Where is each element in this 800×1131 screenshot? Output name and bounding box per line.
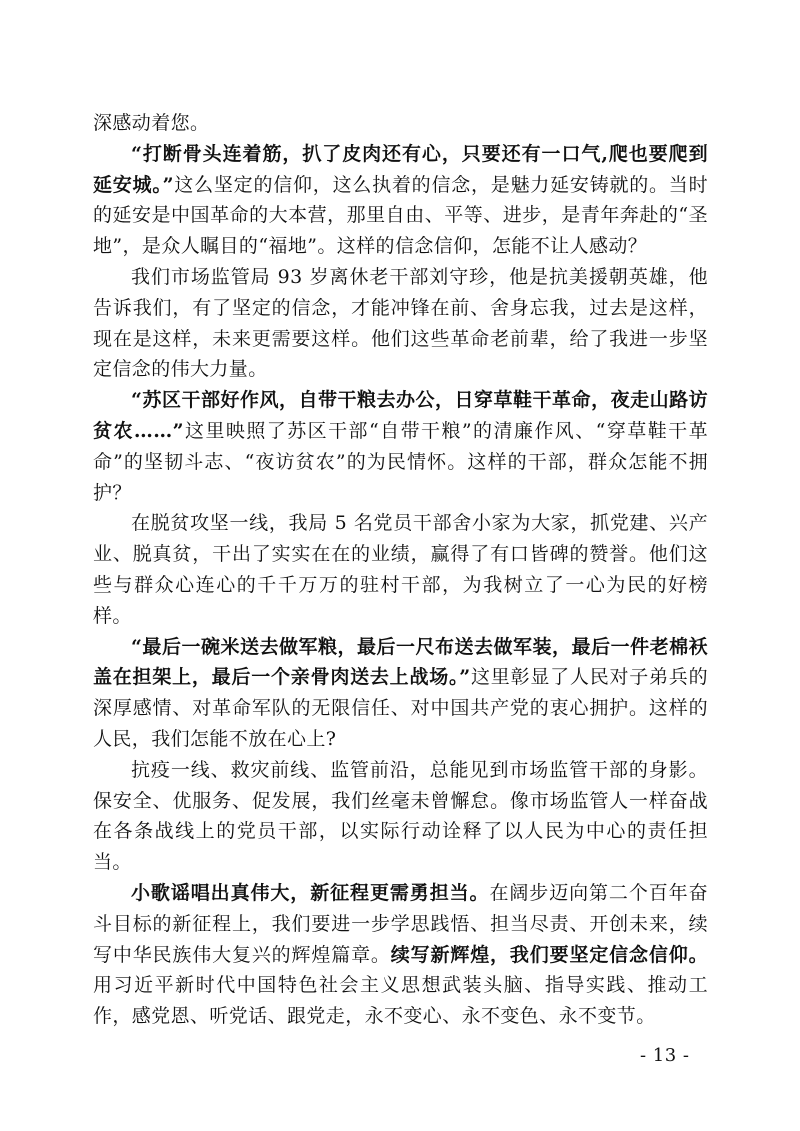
document-page [93, 108, 708, 1032]
paragraph-7 [93, 755, 708, 878]
paragraph-2 [93, 139, 708, 262]
text-run: 这里映照了苏区干部“自带干粮”的清廉作风、“穿草鞋干革命”的坚韧斗志、“夜访贫农”的为民情怀。这样的干部，群众怎能不拥护？ [93, 419, 708, 504]
text-run: 这里彰显了人民对子弟兵的深厚感情、对革命军队的无限信任、对中国共产党的衷心拥护。这样的人民，我们怎能不放在心上? [93, 666, 708, 750]
text-run: 在阔步迈向第二个百年奋斗目标的新征程上，我们要进一步学思践悟、担当尽责、开创未来，续写中华民族伟大复兴的辉煌篇章。 [93, 881, 708, 966]
text-run: 我们市场监管局 93 岁离休老干部刘守珍，他是抗美援朝英雄，他告诉我们，有了坚定的信念，才能冲锋在前、舍身忘我，过去是这样，现在是这样，未来更需要这样。他们这些革命老前辈，给了我进一步坚定信念的伟大力量。 [93, 265, 708, 381]
paragraph-5 [93, 508, 708, 631]
bold-quote: “打断骨头连着筋，扒了皮肉还有心，只要还有一口气,爬也要爬到延安城。” [93, 142, 708, 196]
text-run: 抗疫一线、救灾前线、监管前沿，总能见到市场监管干部的身影。保安全、优服务、促发展，我们丝毫未曾懈怠。像市场监管人一样奋战在各条战线上的党员干部，以实际行动诠释了以人民为中心的责任担当。 [93, 758, 708, 874]
paragraph-4 [93, 385, 708, 508]
bold-heading-run: 小歌谣唱出真伟大，新征程更需勇担当。 [131, 881, 490, 904]
text-run: 在脱贫攻坚一线，我局 5 名党员干部舍小家为大家，抓党建、兴产业、脱真贫，干出了实实在在的业绩，赢得了有口皆碑的赞誉。他们这些与群众心连心的千千万万的驻村干部，为我树立了一心为民的好榜样。 [93, 512, 708, 627]
paragraph-3 [93, 262, 708, 385]
text-run: 用习近平新时代中国特色社会主义思想武装头脑、指导实践、推动工作，感党恩、听党话、跟党走，永不变心、永不变色、永不变节。 [93, 974, 708, 1028]
paragraph-1 [93, 108, 708, 139]
bold-quote: “苏区干部好作风，自带干粮去办公，日穿草鞋干革命，夜走山路访贫农……” [93, 389, 708, 442]
paragraph-6 [93, 632, 708, 755]
page-number: - 13 - [640, 1045, 690, 1066]
text-run: 深感动着您。 [93, 112, 210, 134]
paragraph-8 [93, 878, 708, 1032]
bold-heading-run: 续写新辉煌，我们要坚定信念信仰。 [390, 943, 708, 966]
text-run: 这么坚定的信仰，这么执着的信念，是魅力延安铸就的。当时的延安是中国革命的大本营，那里自由、平等、进步，是青年奔赴的“圣地”，是众人瞩目的“福地”。这样的信念信仰，怎能不让人感动？ [93, 173, 708, 258]
bold-quote: “最后一碗米送去做军粮，最后一尺布送去做军装，最后一件老棉袄盖在担架上，最后一个亲骨肉送去上战场。” [93, 635, 708, 689]
